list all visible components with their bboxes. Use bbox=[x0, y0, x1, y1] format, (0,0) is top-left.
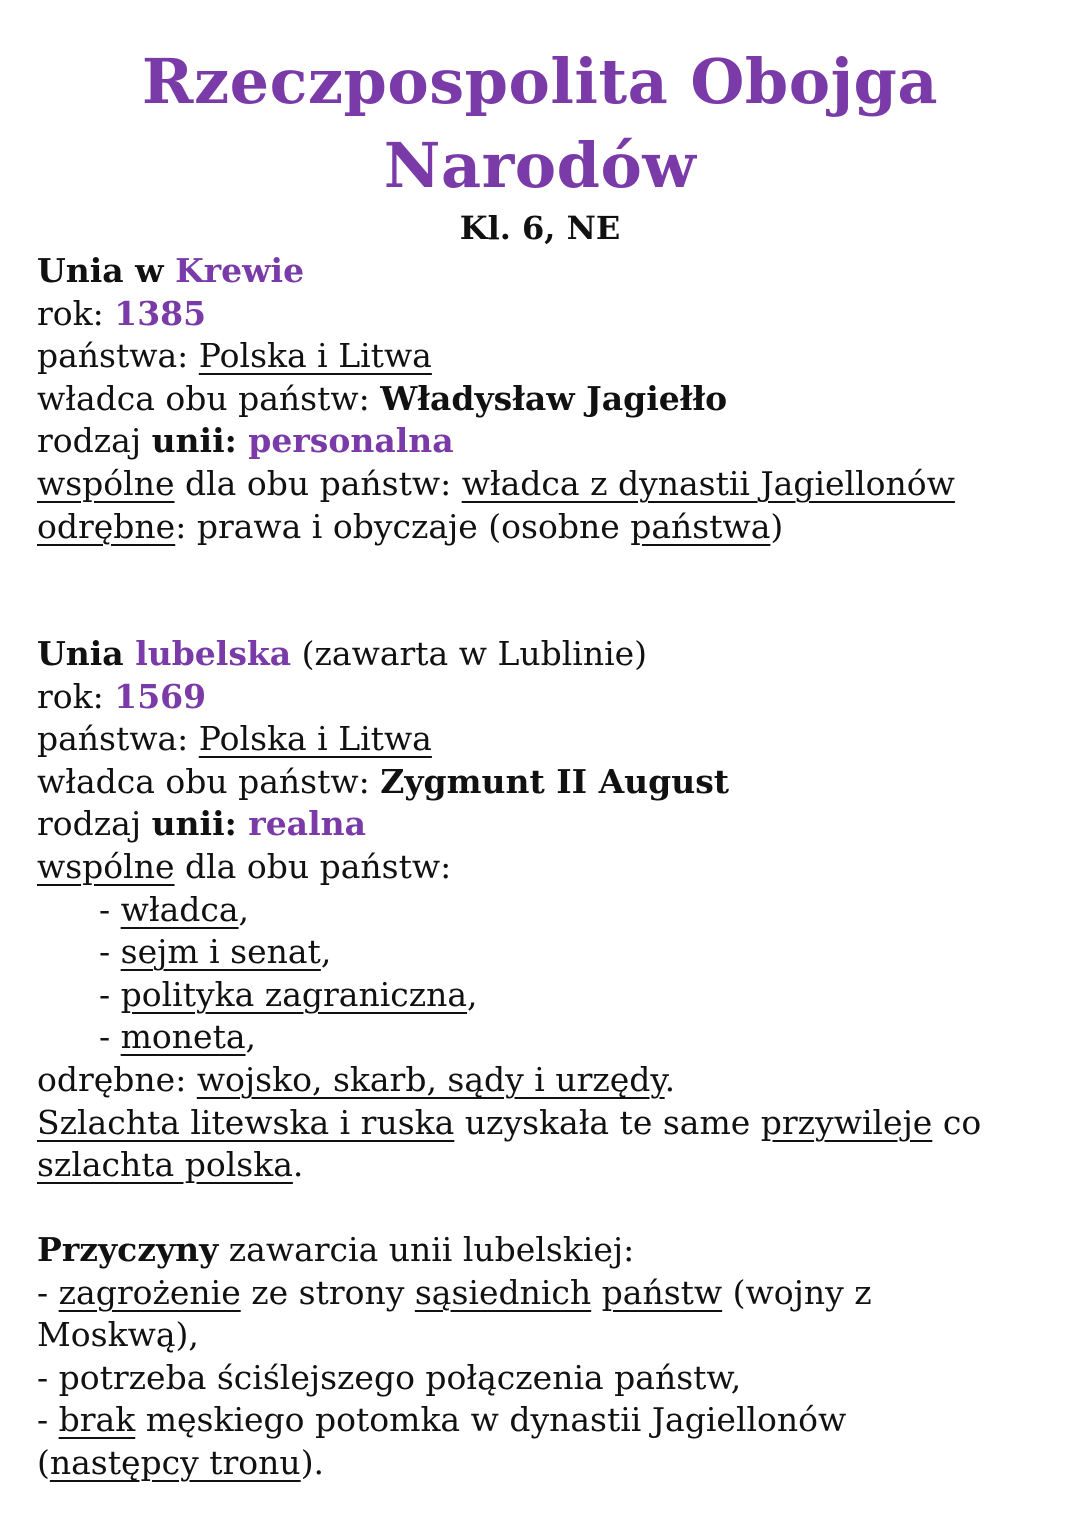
lublin-common-row bbox=[37, 846, 1047, 889]
list-dash: - bbox=[99, 932, 121, 972]
section-lublin bbox=[37, 633, 1047, 1187]
lublin-szlachta-mid: uzyskała te same bbox=[454, 1102, 761, 1142]
krewo-type-row bbox=[37, 420, 1047, 463]
reason-3-heirs: następcy tronu bbox=[49, 1442, 301, 1482]
list-item bbox=[37, 889, 1047, 932]
lublin-heading bbox=[37, 633, 1047, 676]
page-title-line-1: Rzeczpospolita Obojga bbox=[141, 45, 939, 118]
reason-3-lack: brak bbox=[58, 1400, 136, 1440]
reason-3-rest: męskiego potomka w dynastii Jagiellonów bbox=[135, 1400, 847, 1440]
section-reasons bbox=[37, 1229, 1047, 1485]
krewo-type: personalna bbox=[236, 421, 454, 461]
krewo-states: Polska i Litwa bbox=[198, 336, 432, 376]
krewo-separate-end: ) bbox=[770, 506, 784, 546]
lublin-szlachta-polish: szlachta polska bbox=[37, 1145, 293, 1185]
reasons-heading-bold: Przyczyny bbox=[37, 1230, 219, 1269]
lublin-common-label-rest: dla obu państw: bbox=[174, 846, 452, 886]
reason-3-open: ( bbox=[37, 1442, 50, 1482]
reasons-heading bbox=[37, 1229, 1047, 1272]
krewo-states-label: państwa: bbox=[37, 336, 199, 376]
krewo-separate-text: : prawa i obyczaje (osobne bbox=[175, 506, 631, 546]
section-krewo bbox=[37, 250, 1047, 548]
lublin-szlachta-end: co bbox=[932, 1102, 982, 1142]
reason-1-space bbox=[591, 1273, 602, 1312]
lublin-year-label: rok: bbox=[37, 676, 115, 716]
list-comma: , bbox=[238, 889, 250, 929]
reason-3-continued bbox=[37, 1442, 1047, 1485]
reason-1-mid: ze strony bbox=[240, 1272, 415, 1312]
lublin-separate-label: odrębne: bbox=[37, 1059, 197, 1099]
reason-3 bbox=[37, 1399, 1047, 1442]
krewo-year-label: rok: bbox=[37, 293, 115, 333]
reason-2-text: - potrzeba ściślejszego połączenia państw, bbox=[37, 1357, 742, 1397]
reason-3-close: ). bbox=[300, 1442, 325, 1482]
lublin-type: realna bbox=[236, 804, 366, 844]
reason-1-states: państw bbox=[601, 1272, 723, 1312]
reason-dash: - bbox=[37, 1272, 59, 1312]
reason-1-continued bbox=[37, 1314, 1047, 1357]
lublin-ruler: Zygmunt II August bbox=[380, 761, 730, 801]
reason-1-threat: zagrożenie bbox=[58, 1272, 241, 1312]
list-comma: , bbox=[245, 1017, 257, 1057]
list-item bbox=[37, 974, 1047, 1017]
lublin-szlachta-row bbox=[37, 1102, 1047, 1145]
reason-dash: - bbox=[37, 1400, 59, 1440]
list-item bbox=[37, 931, 1047, 974]
krewo-separate-underlined: państwa bbox=[630, 506, 771, 546]
list-dash: - bbox=[99, 889, 121, 929]
lublin-szlachta-row-2 bbox=[37, 1144, 1047, 1187]
krewo-common-label-rest: dla obu państw: bbox=[174, 463, 462, 503]
list-item-text: polityka zagraniczna bbox=[120, 974, 468, 1014]
reason-1-end: (wojny z bbox=[722, 1272, 872, 1312]
list-comma: , bbox=[320, 932, 332, 972]
krewo-heading-text: Unia w bbox=[37, 251, 176, 290]
lublin-type-row bbox=[37, 803, 1047, 846]
krewo-ruler-row bbox=[37, 378, 1047, 421]
lublin-heading-text: Unia bbox=[37, 634, 136, 673]
lublin-separate: wojsko, skarb, sądy i urzędy bbox=[196, 1059, 665, 1099]
krewo-ruler: Władysław Jagiełło bbox=[380, 378, 728, 418]
krewo-heading bbox=[37, 250, 1047, 293]
lublin-heading-note: (zawarta w Lublinie) bbox=[291, 634, 648, 673]
list-item-text: sejm i senat bbox=[120, 932, 321, 972]
reasons-heading-rest: zawarcia unii lubelskiej: bbox=[218, 1230, 635, 1269]
list-item-text: władca bbox=[120, 889, 239, 929]
list-dash: - bbox=[99, 974, 121, 1014]
lublin-states: Polska i Litwa bbox=[198, 719, 432, 759]
list-item bbox=[37, 1016, 1047, 1059]
reason-2 bbox=[37, 1357, 1047, 1400]
list-dash: - bbox=[99, 1017, 121, 1057]
krewo-heading-place: Krewie bbox=[175, 251, 305, 290]
krewo-separate-row bbox=[37, 506, 1047, 549]
lublin-separate-period: . bbox=[664, 1059, 676, 1099]
lublin-states-row bbox=[37, 718, 1047, 761]
lublin-type-label-bold: unii: bbox=[151, 804, 237, 844]
reason-1-cont-text: Moskwą), bbox=[37, 1315, 199, 1355]
lublin-ruler-label: władca obu państw: bbox=[37, 761, 381, 801]
lublin-separate-row bbox=[37, 1059, 1047, 1102]
lublin-szlachta-privileges: przywileje bbox=[760, 1102, 933, 1142]
lublin-szlachta-subject: Szlachta litewska i ruska bbox=[37, 1102, 455, 1142]
krewo-states-row bbox=[37, 335, 1047, 378]
krewo-type-label: rodzaj bbox=[37, 421, 152, 461]
page-title-line-2: Narodów bbox=[383, 129, 697, 202]
lublin-year: 1569 bbox=[114, 676, 207, 716]
krewo-common-row bbox=[37, 463, 1047, 506]
list-comma: , bbox=[467, 974, 478, 1014]
krewo-ruler-label: władca obu państw: bbox=[37, 378, 381, 418]
reason-1-neighbouring: sąsiednich bbox=[414, 1272, 592, 1312]
krewo-common-label: wspólne bbox=[37, 463, 175, 503]
krewo-type-label-bold: unii: bbox=[151, 421, 237, 461]
lublin-ruler-row bbox=[37, 761, 1047, 804]
page-subtitle: Kl. 6, NE bbox=[459, 209, 621, 247]
lublin-heading-name: lubelska bbox=[135, 634, 292, 673]
lublin-states-label: państwa: bbox=[37, 719, 199, 759]
krewo-separate-label: odrębne bbox=[37, 506, 176, 546]
lublin-szlachta-period: . bbox=[292, 1145, 304, 1185]
krewo-year: 1385 bbox=[114, 293, 207, 333]
lublin-common-label: wspólne bbox=[37, 846, 175, 886]
krewo-year-row bbox=[37, 293, 1047, 336]
lublin-type-label: rodzaj bbox=[37, 804, 152, 844]
lublin-year-row bbox=[37, 676, 1047, 719]
reason-1 bbox=[37, 1272, 1047, 1315]
krewo-common: władca z dynastii Jagiellonów bbox=[461, 463, 955, 503]
list-item-text: moneta bbox=[120, 1017, 246, 1057]
